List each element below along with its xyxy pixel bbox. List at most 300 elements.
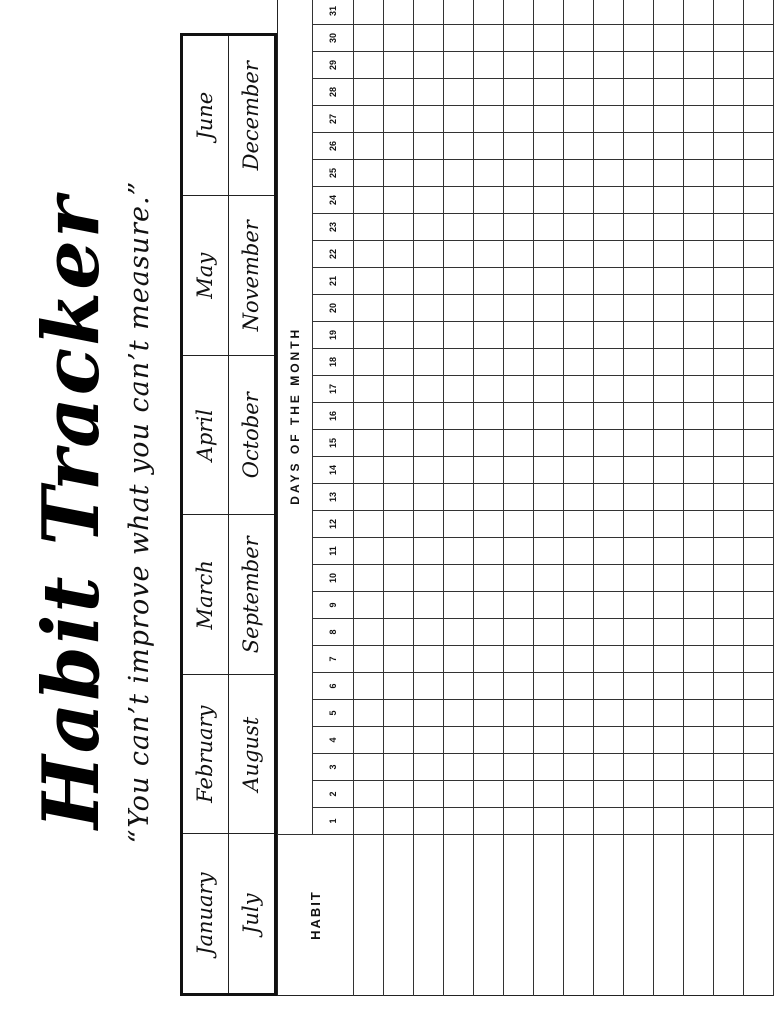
- month-july[interactable]: July: [229, 834, 275, 994]
- habit-check-cell[interactable]: [504, 754, 534, 781]
- habit-check-cell[interactable]: [744, 700, 774, 727]
- habit-check-cell[interactable]: [564, 727, 594, 754]
- habit-check-cell[interactable]: [474, 133, 504, 160]
- habit-check-cell[interactable]: [624, 268, 654, 295]
- habit-check-cell[interactable]: [594, 241, 624, 268]
- habit-check-cell[interactable]: [564, 79, 594, 106]
- habit-check-cell[interactable]: [414, 376, 444, 403]
- habit-check-cell[interactable]: [744, 241, 774, 268]
- habit-check-cell[interactable]: [444, 52, 474, 79]
- habit-check-cell[interactable]: [444, 79, 474, 106]
- habit-check-cell[interactable]: [354, 106, 384, 133]
- habit-check-cell[interactable]: [504, 565, 534, 592]
- habit-check-cell[interactable]: [474, 700, 504, 727]
- habit-check-cell[interactable]: [684, 349, 714, 376]
- habit-check-cell[interactable]: [594, 349, 624, 376]
- habit-check-cell[interactable]: [474, 106, 504, 133]
- habit-check-cell[interactable]: [684, 106, 714, 133]
- month-june[interactable]: June: [183, 36, 229, 196]
- habit-check-cell[interactable]: [474, 484, 504, 511]
- habit-check-cell[interactable]: [684, 187, 714, 214]
- habit-check-cell[interactable]: [714, 484, 744, 511]
- habit-check-cell[interactable]: [594, 376, 624, 403]
- habit-check-cell[interactable]: [684, 619, 714, 646]
- habit-check-cell[interactable]: [474, 592, 504, 619]
- habit-check-cell[interactable]: [444, 187, 474, 214]
- habit-check-cell[interactable]: [684, 376, 714, 403]
- habit-check-cell[interactable]: [474, 0, 504, 25]
- habit-check-cell[interactable]: [564, 133, 594, 160]
- habit-check-cell[interactable]: [444, 565, 474, 592]
- habit-check-cell[interactable]: [414, 403, 444, 430]
- habit-check-cell[interactable]: [744, 187, 774, 214]
- habit-check-cell[interactable]: [564, 754, 594, 781]
- habit-check-cell[interactable]: [624, 241, 654, 268]
- habit-check-cell[interactable]: [534, 646, 564, 673]
- habit-check-cell[interactable]: [594, 106, 624, 133]
- habit-check-cell[interactable]: [444, 673, 474, 700]
- habit-check-cell[interactable]: [624, 214, 654, 241]
- habit-check-cell[interactable]: [654, 214, 684, 241]
- habit-check-cell[interactable]: [594, 187, 624, 214]
- habit-check-cell[interactable]: [684, 268, 714, 295]
- habit-check-cell[interactable]: [534, 214, 564, 241]
- habit-check-cell[interactable]: [534, 133, 564, 160]
- habit-check-cell[interactable]: [744, 106, 774, 133]
- habit-check-cell[interactable]: [534, 376, 564, 403]
- habit-check-cell[interactable]: [684, 79, 714, 106]
- habit-check-cell[interactable]: [744, 646, 774, 673]
- habit-check-cell[interactable]: [624, 106, 654, 133]
- habit-check-cell[interactable]: [414, 808, 444, 835]
- habit-check-cell[interactable]: [444, 268, 474, 295]
- habit-check-cell[interactable]: [564, 538, 594, 565]
- habit-check-cell[interactable]: [414, 187, 444, 214]
- habit-check-cell[interactable]: [564, 781, 594, 808]
- habit-check-cell[interactable]: [534, 160, 564, 187]
- habit-check-cell[interactable]: [744, 619, 774, 646]
- habit-check-cell[interactable]: [624, 0, 654, 25]
- habit-check-cell[interactable]: [594, 0, 624, 25]
- habit-check-cell[interactable]: [504, 106, 534, 133]
- habit-check-cell[interactable]: [624, 592, 654, 619]
- habit-check-cell[interactable]: [354, 673, 384, 700]
- habit-check-cell[interactable]: [594, 79, 624, 106]
- habit-check-cell[interactable]: [744, 592, 774, 619]
- habit-check-cell[interactable]: [534, 79, 564, 106]
- habit-check-cell[interactable]: [504, 484, 534, 511]
- habit-check-cell[interactable]: [744, 781, 774, 808]
- habit-check-cell[interactable]: [744, 754, 774, 781]
- habit-check-cell[interactable]: [384, 457, 414, 484]
- habit-check-cell[interactable]: [624, 754, 654, 781]
- habit-check-cell[interactable]: [414, 457, 444, 484]
- habit-check-cell[interactable]: [654, 538, 684, 565]
- habit-check-cell[interactable]: [534, 106, 564, 133]
- habit-check-cell[interactable]: [564, 592, 594, 619]
- habit-check-cell[interactable]: [504, 592, 534, 619]
- habit-check-cell[interactable]: [474, 511, 504, 538]
- habit-check-cell[interactable]: [414, 727, 444, 754]
- habit-check-cell[interactable]: [504, 25, 534, 52]
- habit-check-cell[interactable]: [504, 295, 534, 322]
- habit-check-cell[interactable]: [444, 619, 474, 646]
- habit-check-cell[interactable]: [684, 538, 714, 565]
- habit-check-cell[interactable]: [594, 727, 624, 754]
- habit-check-cell[interactable]: [744, 79, 774, 106]
- habit-check-cell[interactable]: [684, 403, 714, 430]
- habit-check-cell[interactable]: [684, 133, 714, 160]
- month-august[interactable]: August: [229, 674, 275, 834]
- habit-check-cell[interactable]: [504, 700, 534, 727]
- habit-check-cell[interactable]: [354, 25, 384, 52]
- habit-check-cell[interactable]: [444, 484, 474, 511]
- habit-check-cell[interactable]: [624, 52, 654, 79]
- habit-check-cell[interactable]: [504, 619, 534, 646]
- habit-check-cell[interactable]: [414, 241, 444, 268]
- habit-check-cell[interactable]: [594, 511, 624, 538]
- habit-check-cell[interactable]: [654, 403, 684, 430]
- habit-check-cell[interactable]: [654, 268, 684, 295]
- habit-check-cell[interactable]: [414, 511, 444, 538]
- habit-check-cell[interactable]: [714, 187, 744, 214]
- habit-check-cell[interactable]: [714, 295, 744, 322]
- habit-check-cell[interactable]: [504, 214, 534, 241]
- habit-check-cell[interactable]: [504, 538, 534, 565]
- habit-check-cell[interactable]: [354, 430, 384, 457]
- habit-check-cell[interactable]: [354, 349, 384, 376]
- habit-check-cell[interactable]: [744, 25, 774, 52]
- habit-check-cell[interactable]: [624, 700, 654, 727]
- habit-check-cell[interactable]: [564, 25, 594, 52]
- habit-check-cell[interactable]: [564, 295, 594, 322]
- habit-check-cell[interactable]: [534, 403, 564, 430]
- habit-check-cell[interactable]: [354, 808, 384, 835]
- habit-name-cell[interactable]: [624, 835, 654, 996]
- habit-name-cell[interactable]: [444, 835, 474, 996]
- habit-check-cell[interactable]: [504, 376, 534, 403]
- habit-check-cell[interactable]: [714, 403, 744, 430]
- habit-check-cell[interactable]: [414, 0, 444, 25]
- habit-check-cell[interactable]: [594, 700, 624, 727]
- habit-name-cell[interactable]: [684, 835, 714, 996]
- habit-check-cell[interactable]: [354, 79, 384, 106]
- habit-check-cell[interactable]: [414, 430, 444, 457]
- habit-check-cell[interactable]: [624, 160, 654, 187]
- habit-check-cell[interactable]: [714, 106, 744, 133]
- habit-check-cell[interactable]: [744, 52, 774, 79]
- habit-check-cell[interactable]: [654, 484, 684, 511]
- habit-check-cell[interactable]: [474, 754, 504, 781]
- habit-name-cell[interactable]: [384, 835, 414, 996]
- habit-check-cell[interactable]: [534, 187, 564, 214]
- habit-check-cell[interactable]: [684, 52, 714, 79]
- habit-check-cell[interactable]: [444, 295, 474, 322]
- habit-check-cell[interactable]: [624, 727, 654, 754]
- habit-check-cell[interactable]: [594, 484, 624, 511]
- habit-check-cell[interactable]: [414, 646, 444, 673]
- habit-check-cell[interactable]: [684, 700, 714, 727]
- habit-check-cell[interactable]: [504, 187, 534, 214]
- habit-check-cell[interactable]: [744, 457, 774, 484]
- habit-check-cell[interactable]: [684, 25, 714, 52]
- habit-check-cell[interactable]: [384, 754, 414, 781]
- habit-check-cell[interactable]: [444, 700, 474, 727]
- habit-check-cell[interactable]: [744, 484, 774, 511]
- habit-check-cell[interactable]: [444, 106, 474, 133]
- habit-check-cell[interactable]: [684, 457, 714, 484]
- habit-check-cell[interactable]: [594, 565, 624, 592]
- habit-check-cell[interactable]: [654, 79, 684, 106]
- habit-check-cell[interactable]: [564, 565, 594, 592]
- habit-check-cell[interactable]: [534, 430, 564, 457]
- habit-check-cell[interactable]: [714, 781, 744, 808]
- habit-check-cell[interactable]: [654, 25, 684, 52]
- habit-check-cell[interactable]: [504, 79, 534, 106]
- habit-check-cell[interactable]: [504, 160, 534, 187]
- habit-check-cell[interactable]: [504, 241, 534, 268]
- habit-check-cell[interactable]: [564, 241, 594, 268]
- habit-check-cell[interactable]: [354, 403, 384, 430]
- habit-check-cell[interactable]: [564, 700, 594, 727]
- habit-check-cell[interactable]: [744, 538, 774, 565]
- habit-check-cell[interactable]: [474, 457, 504, 484]
- habit-check-cell[interactable]: [564, 646, 594, 673]
- habit-check-cell[interactable]: [624, 322, 654, 349]
- habit-check-cell[interactable]: [354, 268, 384, 295]
- habit-check-cell[interactable]: [654, 187, 684, 214]
- habit-check-cell[interactable]: [714, 511, 744, 538]
- habit-check-cell[interactable]: [564, 619, 594, 646]
- habit-check-cell[interactable]: [714, 565, 744, 592]
- habit-check-cell[interactable]: [594, 268, 624, 295]
- habit-check-cell[interactable]: [564, 322, 594, 349]
- habit-check-cell[interactable]: [714, 700, 744, 727]
- month-may[interactable]: May: [183, 196, 229, 356]
- habit-check-cell[interactable]: [534, 538, 564, 565]
- habit-check-cell[interactable]: [624, 619, 654, 646]
- month-december[interactable]: December: [239, 61, 264, 171]
- habit-check-cell[interactable]: [564, 673, 594, 700]
- habit-check-cell[interactable]: [714, 214, 744, 241]
- habit-check-cell[interactable]: [534, 52, 564, 79]
- habit-check-cell[interactable]: [444, 376, 474, 403]
- habit-check-cell[interactable]: [534, 619, 564, 646]
- month-november[interactable]: November: [229, 196, 275, 356]
- habit-check-cell[interactable]: [594, 673, 624, 700]
- habit-check-cell[interactable]: [654, 457, 684, 484]
- habit-check-cell[interactable]: [534, 592, 564, 619]
- habit-check-cell[interactable]: [414, 25, 444, 52]
- habit-check-cell[interactable]: [744, 0, 774, 25]
- habit-check-cell[interactable]: [414, 79, 444, 106]
- habit-name-cell[interactable]: [474, 835, 504, 996]
- habit-check-cell[interactable]: [624, 457, 654, 484]
- habit-check-cell[interactable]: [474, 349, 504, 376]
- habit-check-cell[interactable]: [624, 403, 654, 430]
- habit-check-cell[interactable]: [564, 808, 594, 835]
- habit-check-cell[interactable]: [474, 52, 504, 79]
- habit-check-cell[interactable]: [444, 160, 474, 187]
- habit-check-cell[interactable]: [474, 808, 504, 835]
- habit-check-cell[interactable]: [714, 808, 744, 835]
- habit-check-cell[interactable]: [504, 268, 534, 295]
- habit-check-cell[interactable]: [414, 214, 444, 241]
- habit-check-cell[interactable]: [504, 646, 534, 673]
- habit-check-cell[interactable]: [564, 214, 594, 241]
- habit-check-cell[interactable]: [354, 754, 384, 781]
- habit-check-cell[interactable]: [474, 646, 504, 673]
- habit-check-cell[interactable]: [444, 646, 474, 673]
- habit-check-cell[interactable]: [564, 511, 594, 538]
- habit-check-cell[interactable]: [414, 673, 444, 700]
- habit-check-cell[interactable]: [714, 673, 744, 700]
- habit-check-cell[interactable]: [504, 781, 534, 808]
- habit-check-cell[interactable]: [594, 295, 624, 322]
- habit-check-cell[interactable]: [654, 430, 684, 457]
- habit-check-cell[interactable]: [564, 430, 594, 457]
- habit-name-cell[interactable]: [744, 835, 774, 996]
- habit-check-cell[interactable]: [714, 79, 744, 106]
- habit-check-cell[interactable]: [744, 160, 774, 187]
- habit-check-cell[interactable]: [624, 484, 654, 511]
- habit-check-cell[interactable]: [474, 25, 504, 52]
- habit-check-cell[interactable]: [384, 160, 414, 187]
- habit-check-cell[interactable]: [654, 0, 684, 25]
- habit-check-cell[interactable]: [384, 808, 414, 835]
- habit-check-cell[interactable]: [504, 511, 534, 538]
- habit-check-cell[interactable]: [684, 592, 714, 619]
- habit-check-cell[interactable]: [714, 727, 744, 754]
- habit-check-cell[interactable]: [474, 187, 504, 214]
- habit-check-cell[interactable]: [714, 376, 744, 403]
- habit-check-cell[interactable]: [384, 700, 414, 727]
- habit-check-cell[interactable]: [684, 214, 714, 241]
- habit-check-cell[interactable]: [414, 619, 444, 646]
- habit-check-cell[interactable]: [624, 187, 654, 214]
- habit-check-cell[interactable]: [594, 619, 624, 646]
- habit-check-cell[interactable]: [654, 106, 684, 133]
- habit-check-cell[interactable]: [534, 808, 564, 835]
- habit-check-cell[interactable]: [384, 25, 414, 52]
- habit-check-cell[interactable]: [444, 0, 474, 25]
- habit-check-cell[interactable]: [504, 133, 534, 160]
- habit-check-cell[interactable]: [714, 457, 744, 484]
- habit-check-cell[interactable]: [714, 619, 744, 646]
- habit-check-cell[interactable]: [594, 214, 624, 241]
- habit-name-cell[interactable]: [534, 835, 564, 996]
- habit-check-cell[interactable]: [684, 754, 714, 781]
- habit-check-cell[interactable]: [444, 322, 474, 349]
- habit-check-cell[interactable]: [444, 349, 474, 376]
- habit-check-cell[interactable]: [474, 160, 504, 187]
- habit-check-cell[interactable]: [624, 430, 654, 457]
- habit-check-cell[interactable]: [654, 565, 684, 592]
- habit-check-cell[interactable]: [654, 322, 684, 349]
- habit-check-cell[interactable]: [384, 106, 414, 133]
- habit-check-cell[interactable]: [744, 808, 774, 835]
- habit-check-cell[interactable]: [624, 511, 654, 538]
- habit-check-cell[interactable]: [744, 511, 774, 538]
- habit-check-cell[interactable]: [384, 187, 414, 214]
- habit-check-cell[interactable]: [714, 25, 744, 52]
- habit-check-cell[interactable]: [354, 646, 384, 673]
- habit-check-cell[interactable]: [594, 538, 624, 565]
- habit-check-cell[interactable]: [384, 0, 414, 25]
- habit-check-cell[interactable]: [354, 187, 384, 214]
- habit-check-cell[interactable]: [714, 133, 744, 160]
- habit-check-cell[interactable]: [654, 349, 684, 376]
- habit-check-cell[interactable]: [744, 133, 774, 160]
- habit-check-cell[interactable]: [414, 160, 444, 187]
- month-october[interactable]: October: [229, 355, 275, 515]
- habit-check-cell[interactable]: [444, 538, 474, 565]
- habit-name-cell[interactable]: [354, 835, 384, 996]
- habit-check-cell[interactable]: [384, 619, 414, 646]
- habit-check-cell[interactable]: [504, 457, 534, 484]
- habit-check-cell[interactable]: [534, 727, 564, 754]
- habit-check-cell[interactable]: [504, 403, 534, 430]
- habit-check-cell[interactable]: [654, 781, 684, 808]
- habit-check-cell[interactable]: [384, 52, 414, 79]
- habit-check-cell[interactable]: [414, 592, 444, 619]
- habit-check-cell[interactable]: [504, 673, 534, 700]
- habit-check-cell[interactable]: [564, 349, 594, 376]
- habit-check-cell[interactable]: [714, 430, 744, 457]
- habit-check-cell[interactable]: [714, 754, 744, 781]
- habit-check-cell[interactable]: [354, 295, 384, 322]
- habit-check-cell[interactable]: [744, 214, 774, 241]
- habit-check-cell[interactable]: [474, 268, 504, 295]
- habit-check-cell[interactable]: [654, 592, 684, 619]
- habit-check-cell[interactable]: [534, 754, 564, 781]
- habit-check-cell[interactable]: [384, 349, 414, 376]
- habit-check-cell[interactable]: [594, 403, 624, 430]
- habit-check-cell[interactable]: [654, 160, 684, 187]
- habit-check-cell[interactable]: [744, 295, 774, 322]
- habit-check-cell[interactable]: [534, 484, 564, 511]
- habit-check-cell[interactable]: [504, 808, 534, 835]
- habit-check-cell[interactable]: [624, 808, 654, 835]
- habit-check-cell[interactable]: [684, 808, 714, 835]
- habit-check-cell[interactable]: [624, 79, 654, 106]
- habit-check-cell[interactable]: [474, 430, 504, 457]
- habit-check-cell[interactable]: [594, 754, 624, 781]
- habit-check-cell[interactable]: [414, 754, 444, 781]
- habit-check-cell[interactable]: [354, 619, 384, 646]
- habit-check-cell[interactable]: [384, 241, 414, 268]
- habit-check-cell[interactable]: [474, 565, 504, 592]
- habit-check-cell[interactable]: [354, 241, 384, 268]
- habit-check-cell[interactable]: [414, 538, 444, 565]
- habit-check-cell[interactable]: [534, 673, 564, 700]
- habit-check-cell[interactable]: [654, 808, 684, 835]
- habit-check-cell[interactable]: [474, 214, 504, 241]
- habit-check-cell[interactable]: [354, 0, 384, 25]
- habit-check-cell[interactable]: [474, 403, 504, 430]
- habit-name-cell[interactable]: [594, 835, 624, 996]
- habit-check-cell[interactable]: [654, 673, 684, 700]
- habit-check-cell[interactable]: [444, 457, 474, 484]
- habit-check-cell[interactable]: [414, 565, 444, 592]
- habit-check-cell[interactable]: [414, 295, 444, 322]
- habit-check-cell[interactable]: [444, 430, 474, 457]
- habit-check-cell[interactable]: [684, 322, 714, 349]
- habit-check-cell[interactable]: [654, 241, 684, 268]
- habit-check-cell[interactable]: [564, 376, 594, 403]
- habit-check-cell[interactable]: [714, 52, 744, 79]
- habit-check-cell[interactable]: [654, 700, 684, 727]
